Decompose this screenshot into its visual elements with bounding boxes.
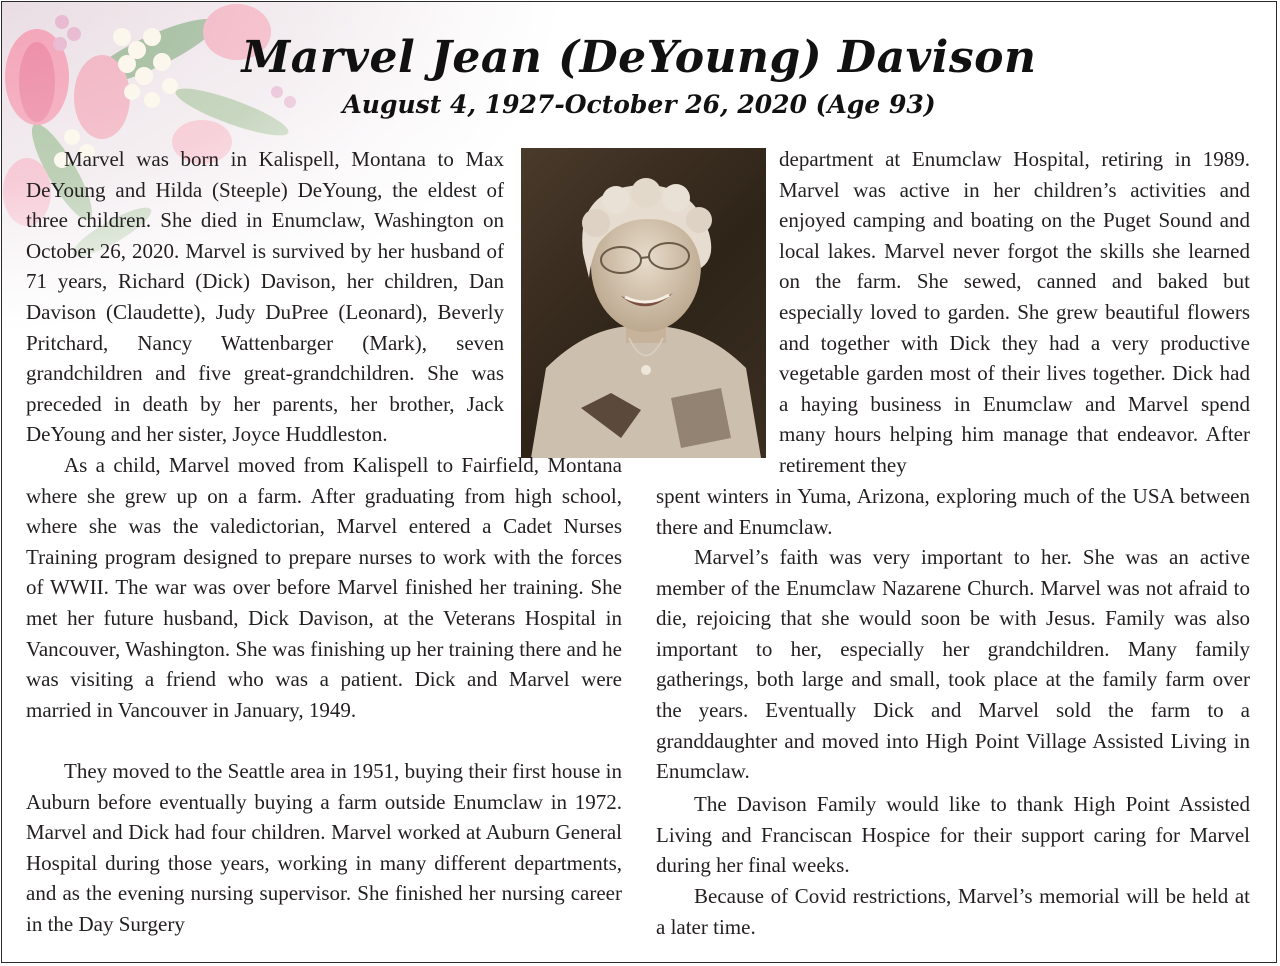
paragraph-birth: Marvel was born in Kalispell, Montana to Max DeYoung and Hilda (Steeple) DeYoung, the eldest of three children. She died in Enumclaw, Washington on October 26, 2020. Marvel is survived by her husband of 71 years, Richard (Dick) Davison, her children, Dan Davison (Claudette), Judy DuPree (Leonard), Beverly Pritchard, Nancy Wattenbarger (Mark), seven grandchildren and five great-grandchildren. She was preceded in death by her parents, her brother, Jack DeYoung and her sister, Joyce Huddleston.: [26, 147, 504, 447]
portrait-photo: [521, 148, 766, 458]
paragraph-retirement: spent winters in Yuma, Arizona, exploring much of the USA between there and Enumclaw.: [656, 484, 1250, 539]
paragraph-faith: Marvel’s faith was very important to her. She was an active member of the Enumclaw Nazarene Church. Marvel was not afraid to die, rejoicing that she would soon be with Jesus. Family was also important to her, especially her grandchildren. Many family gatherings, both large and small, took place at the family farm over the years. Eventually Dick and Marvel sold the farm to a granddaughter and moved into High Point Village Assisted Living in Enumclaw.: [656, 545, 1250, 784]
portrait-icon: [521, 148, 766, 458]
obituary-dates: August 4, 1927-October 26, 2020 (Age 93): [342, 90, 936, 119]
paragraph-career-continued: department at Enumclaw Hospital, retiring in 1989. Marvel was active in her children’s activities and enjoyed camping and boating on the Puget Sound and local lakes. Marvel never forgot the skills she learned on the farm. She sewed, canned and baked but especially loved to garden. She grew beautiful flowers and together with Dick they had a very productive vegetable garden most of their lives together. Dick had a haying business in Enumclaw and Marvel spend many hours helping him manage that endeavor. After retirement they: [779, 147, 1250, 477]
obituary-name: Marvel Jean (DeYoung) Davison: [241, 32, 1037, 83]
paragraph-career: They moved to the Seattle area in 1951, buying their first house in Auburn before eventually buying a farm outside Enumclaw in 1972. Marvel and Dick had four children. Marvel worked at Auburn General Hospital during those years, working in many different departments, and as the evening nursing supervisor. She finished her nursing career in the Day Surgery: [26, 759, 622, 936]
paragraph-early-life: As a child, Marvel moved from Kalispell to Fairfield, Montana where she grew up on a farm. After graduating from high school, where she was the valedictorian, Marvel entered a Cadet Nurses Training program designed to prepare nurses to work with the forces of WWII. The war was over before Marvel finished her training. She met her future husband, Dick Davison, at the Veterans Hospital in Vancouver, Washington. She was finishing up her training there and he was visiting a friend who was a patient. Dick and Marvel were married in Vancouver in January, 1949.: [26, 453, 622, 722]
paragraph-memorial: Because of Covid restrictions, Marvel’s memorial will be held at a later time.: [656, 884, 1250, 939]
paragraph-thanks: The Davison Family would like to thank High Point Assisted Living and Franciscan Hospice for their support caring for Marvel during her final weeks.: [656, 792, 1250, 878]
obituary-card: [1, 1, 1277, 963]
